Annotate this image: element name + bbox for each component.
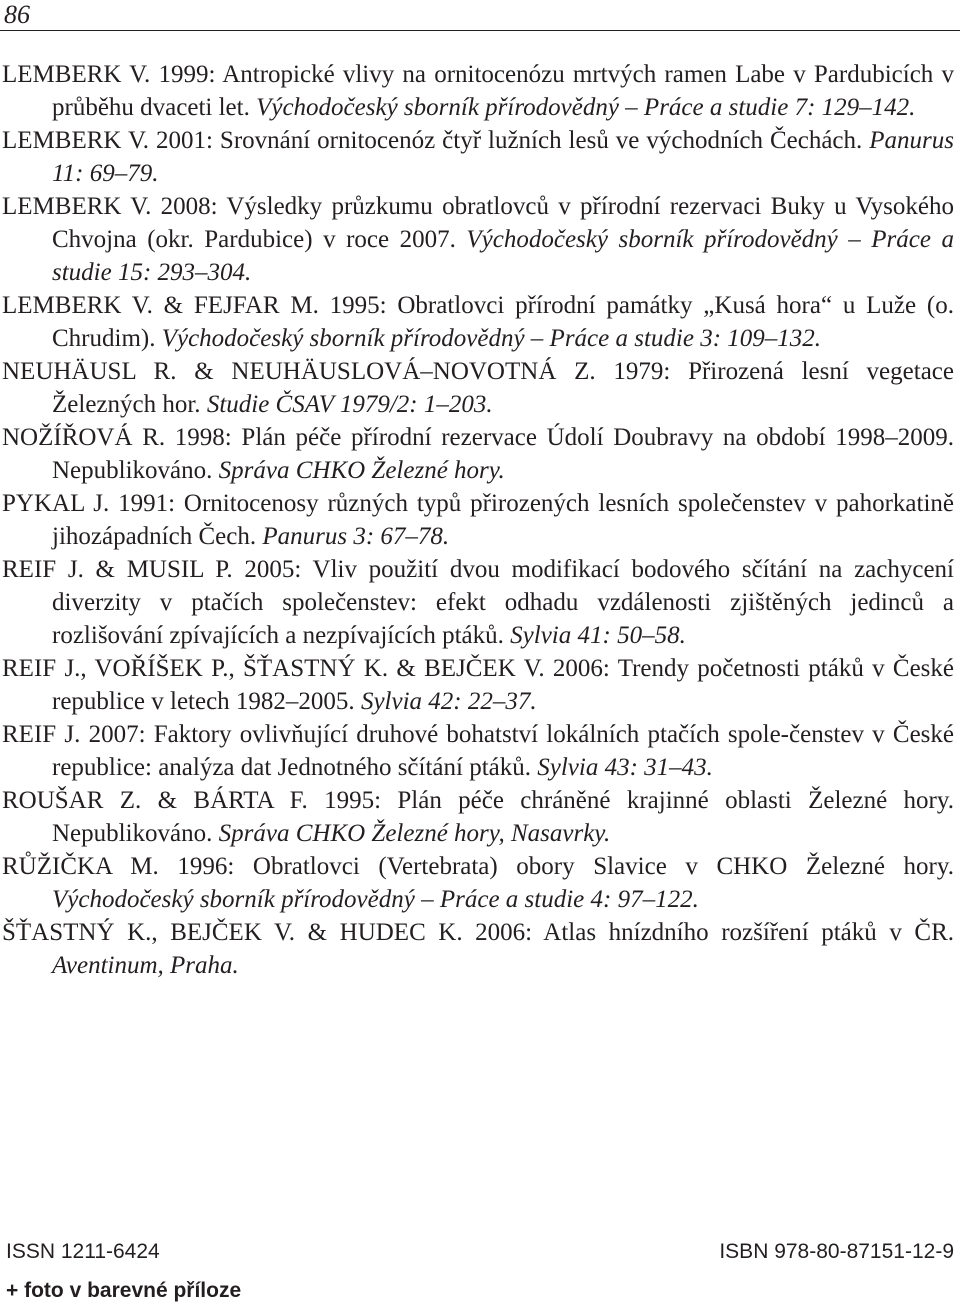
reference-item (0, 718, 954, 784)
reference-text: NOŽÍŘOVÁ R. 1998: Plán péče přírodní rezervace Údolí Doubravy na období 1998–2009. Nepublikováno. (2, 424, 954, 484)
reference-item (0, 652, 954, 718)
reference-text: ROUŠAR Z. & BÁRTA F. 1995: Plán péče chráněné krajinné oblasti Železné hory. Nepublikováno. (2, 787, 954, 847)
header-rule (0, 30, 960, 31)
reference-source: Východočeský sborník přírodovědný – Práce a studie 4: 97–122. (52, 886, 699, 913)
reference-text: LEMBERK V. 2001: Srovnání ornitocenóz čtyř lužních lesů ve východních Čechách. (2, 127, 870, 154)
reference-text: NEUHÄUSL R. & NEUHÄUSLOVÁ–NOVOTNÁ Z. 1979: Přirozená lesní vegetace Železných hor. (2, 358, 954, 418)
reference-item (0, 190, 954, 289)
reference-text: LEMBERK V. 2008: Výsledky průzkumu obratlovců v přírodní rezervaci Buky u Vysokého Chvojna (okr. Pardubice) v roce 2007. (2, 193, 954, 253)
reference-item (0, 850, 954, 916)
reference-source: Východočeský sborník přírodovědný – Práce a studie 15: 293–304. (52, 226, 954, 286)
reference-text: REIF J. 2007: Faktory ovlivňující druhové bohatství lokálních ptačích spole-čenstev v České republice: analýza dat Jednotného sčítání ptáků. (2, 721, 954, 781)
reference-list (0, 58, 960, 982)
reference-item (0, 289, 954, 355)
page-number: 86 (4, 0, 30, 29)
color-appendix-note: + foto v barevné příloze (6, 1279, 242, 1302)
reference-text: LEMBERK V. & FEJFAR M. 1995: Obratlovci přírodní památky „Kusá hora“ u Luže (o. Chrudim). (2, 292, 954, 352)
reference-source: Sylvia 43: 31–43. (537, 754, 713, 781)
reference-source: Správa CHKO Železné hory. (218, 457, 505, 484)
isbn-label: ISBN 978-80-87151-12-9 (719, 1240, 954, 1263)
reference-text: ŠŤASTNÝ K., BEJČEK V. & HUDEC K. 2006: Atlas hnízdního rozšíření ptáků v ČR. (2, 919, 954, 946)
reference-item (0, 421, 954, 487)
reference-source: Sylvia 42: 22–37. (360, 688, 537, 715)
reference-source: Sylvia 41: 50–58. (510, 622, 686, 649)
reference-source: Aventinum, Praha. (52, 952, 239, 979)
reference-item (0, 916, 954, 982)
reference-text: RŮŽIČKA M. 1996: Obratlovci (Vertebrata) obory Slavice v CHKO Železné hory. (2, 853, 954, 880)
reference-source: Východočeský sborník přírodovědný – Práce a studie 3: 109–132. (161, 325, 822, 352)
reference-text: REIF J. & MUSIL P. 2005: Vliv použití dvou modifikací bodového sčítání na zachycení diverzity v ptačích společenstev: efekt odhadu vzdálenosti zjištěných jedinců a rozlišování zpívajících a nezpívajících ptáků. (2, 556, 954, 649)
reference-source: Panurus 3: 67–78. (262, 523, 450, 550)
reference-item (0, 58, 954, 124)
reference-item (0, 124, 954, 190)
reference-text: REIF J., VOŘÍŠEK P., ŠŤASTNÝ K. & BEJČEK V. 2006: Trendy početnosti ptáků v České republice v letech 1982–2005. (2, 655, 954, 715)
reference-source: Studie ČSAV 1979/2: 1–203. (206, 391, 493, 418)
reference-item (0, 553, 954, 652)
reference-text: LEMBERK V. 1999: Antropické vlivy na ornitocenózu mrtvých ramen Labe v Pardubicích v průběhu dvaceti let. (2, 61, 954, 121)
reference-item (0, 355, 954, 421)
reference-item (0, 784, 954, 850)
reference-source: Panurus 11: 69–79. (52, 127, 954, 187)
reference-item (0, 487, 954, 553)
reference-source: Správa CHKO Železné hory, Nasavrky. (218, 820, 611, 847)
issn-label: ISSN 1211-6424 (6, 1240, 160, 1263)
reference-source: Východočeský sborník přírodovědný – Práce a studie 7: 129–142. (256, 94, 916, 121)
reference-text: PYKAL J. 1991: Ornitocenosy různých typů přirozených lesních společenstev v pahorkatině jihozápadních Čech. (2, 490, 954, 550)
